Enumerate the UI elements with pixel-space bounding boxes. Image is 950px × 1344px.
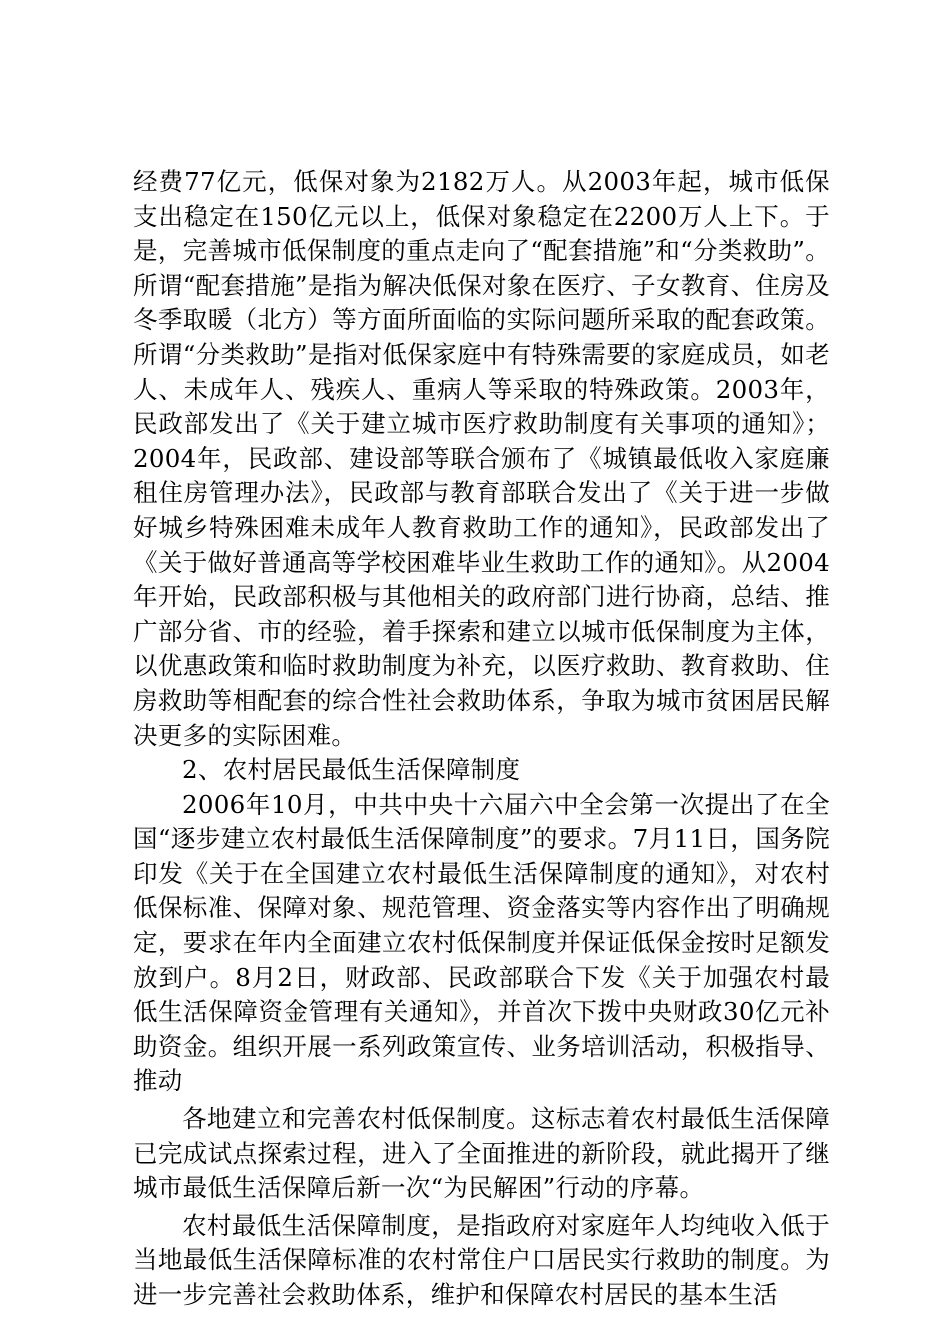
document-page: [133, 165, 830, 1313]
paragraph-rural-milestone: 各地建立和完善农村低保制度。这标志着农村最低生活保障已完成试点探索过程，进入了全面推进的新阶段，就此揭开了继城市最低生活保障后新一次“为民解困”行动的序幕。: [133, 1104, 830, 1203]
section-heading-rural-subsistence: 2、农村居民最低生活保障制度: [182, 755, 521, 785]
paragraph-urban-subsistence: 经费77亿元，低保对象为2182万人。从2003年起，城市低保支出稳定在150亿元以上，低保对象稳定在2200万人上下。于是，完善城市低保制度的重点走向了“配套措施”和“分类救助”。所谓“配套措施”是指为解决低保对象在医疗、子女教育、住房及冬季取暖（北方）等方面所面临的实际问题所采取的配套政策。所谓“分类救助”是指对低保家庭中有特殊需要的家庭成员，如老人、未成年人、残疾人、重病人等采取的特殊政策。2003年，民政部发出了《关于建立城市医疗救助制度有关事项的通知》；2004年，民政部、建设部等联合颁布了《城镇最低收入家庭廉租住房管理办法》，民政部与教育部联合发出了《关于进一步做好城乡特殊困难未成年人教育救助工作的通知》，民政部发出了《关于做好普通高等学校困难毕业生救助工作的通知》。从2004年开始，民政部积极与其他相关的政府部门进行协商，总结、推广部分省、市的经验，着手探索和建立以城市低保制度为主体，以优惠政策和临时救助制度为补充，以医疗救助、教育救助、住房救助等相配套的综合性社会救助体系，争取为城市贫困居民解决更多的实际困难。: [133, 167, 830, 750]
paragraph-rural-definition: 农村最低生活保障制度，是指政府对家庭年人均纯收入低于当地最低生活保障标准的农村常住户口居民实行救助的制度。为进一步完善社会救助体系，维护和保障农村居民的基本生活: [133, 1210, 830, 1309]
paragraph-rural-policy-2006: 2006年10月，中共中央十六届六中全会第一次提出了在全国“逐步建立农村最低生活保障制度”的要求。7月11日，国务院印发《关于在全国建立农村最低生活保障制度的通知》，对农村低保标准、保障对象、规范管理、资金落实等内容作出了明确规定，要求在年内全面建立农村低保制度并保证低保金按时足额发放到户。8月2日，财政部、民政部联合下发《关于加强农村最低生活保障资金管理有关通知》，并首次下拨中央财政30亿元补助资金。组织开展一系列政策宣传、业务培训活动，积极指导、推动: [133, 789, 830, 1096]
